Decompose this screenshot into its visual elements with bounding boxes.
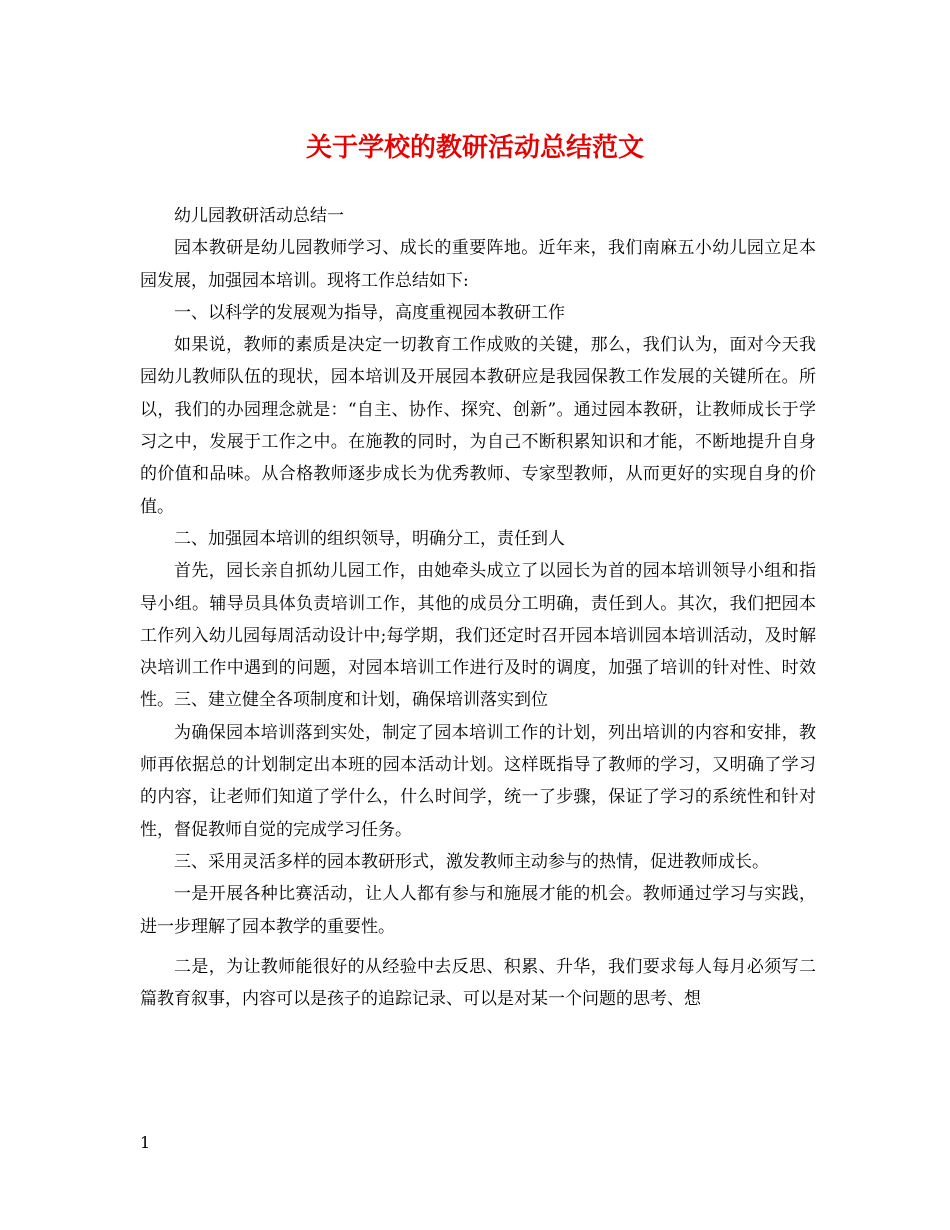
page-number: 1 — [140, 1133, 151, 1152]
paragraph-1: 幼儿园教研活动总结一 — [174, 206, 344, 226]
paragraph-7: 为确保园本培训落到实处，制定了园本培训工作的计划，列出培训的内容和安排，教师再依据总的计划制定出本班的园本活动计划。这样既指导了教师的学习，又明确了学习的内容，让老师们知道了学什么，什么时间学，统一了步骤，保证了学习的系统性和针对性，督促教师自觉的完成学习任务。 — [140, 722, 816, 840]
paragraph-8: 三、采用灵活多样的园本教研形式，激发教师主动参与的热情，促进教师成长。 — [174, 851, 769, 872]
paragraph-2: 园本教研是幼儿园教师学习、成长的重要阵地。近年来，我们南麻五小幼儿园立足本园发展，加强园本培训。现将工作总结如下: — [140, 238, 816, 291]
paragraph-6: 首先，园长亲自抓幼儿园工作，由她牵头成立了以园长为首的园本培训领导小组和指导小组。辅导员具体负责培训工作，其他的成员分工明确，责任到人。其次，我们把园本工作列入幼儿园每周活动设计中;每学期，我们还定时召开园本培训园本培训活动，及时解决培训工作中遇到的问题，对园本培训工作进行及时的调度，加强了培训的针对性、时效性。三、建立健全各项制度和计划，确保培训落实到位 — [140, 561, 816, 711]
document-body — [140, 200, 816, 1015]
paragraph-4: 如果说，教师的素质是决定一切教育工作成败的关键，那么，我们认为，面对今天我园幼儿教师队伍的现状，园本培训及开展园本教研应是我园保教工作发展的关键所在。所以，我们的办园理念就是：“自主、协作、探究、创新”。通过园本教研，让教师成长于学习之中，发展于工作之中。在施教的同时，为自己不断积累知识和才能，不断地提升自身的价值和品味。从合格教师逐步成长为优秀教师、专家型教师，从而更好的实现自身的价值。 — [140, 335, 816, 517]
paragraph-9: 一是开展各种比赛活动，让人人都有参与和施展才能的机会。教师通过学习与实践，进一步理解了园本教学的重要性。 — [140, 884, 816, 937]
document-title: 关于学校的教研活动总结范文 — [305, 133, 644, 163]
paragraph-5: 二、加强园本培训的组织领导，明确分工，责任到人 — [174, 528, 565, 549]
paragraph-3: 一、以科学的发展观为指导，高度重视园本教研工作 — [174, 302, 565, 323]
paragraph-10: 二是，为让教师能很好的从经验中去反思、积累、升华，我们要求每人每月必须写二篇教育叙事，内容可以是孩子的追踪记录、可以是对某一个问题的思考、想 — [140, 956, 816, 1010]
